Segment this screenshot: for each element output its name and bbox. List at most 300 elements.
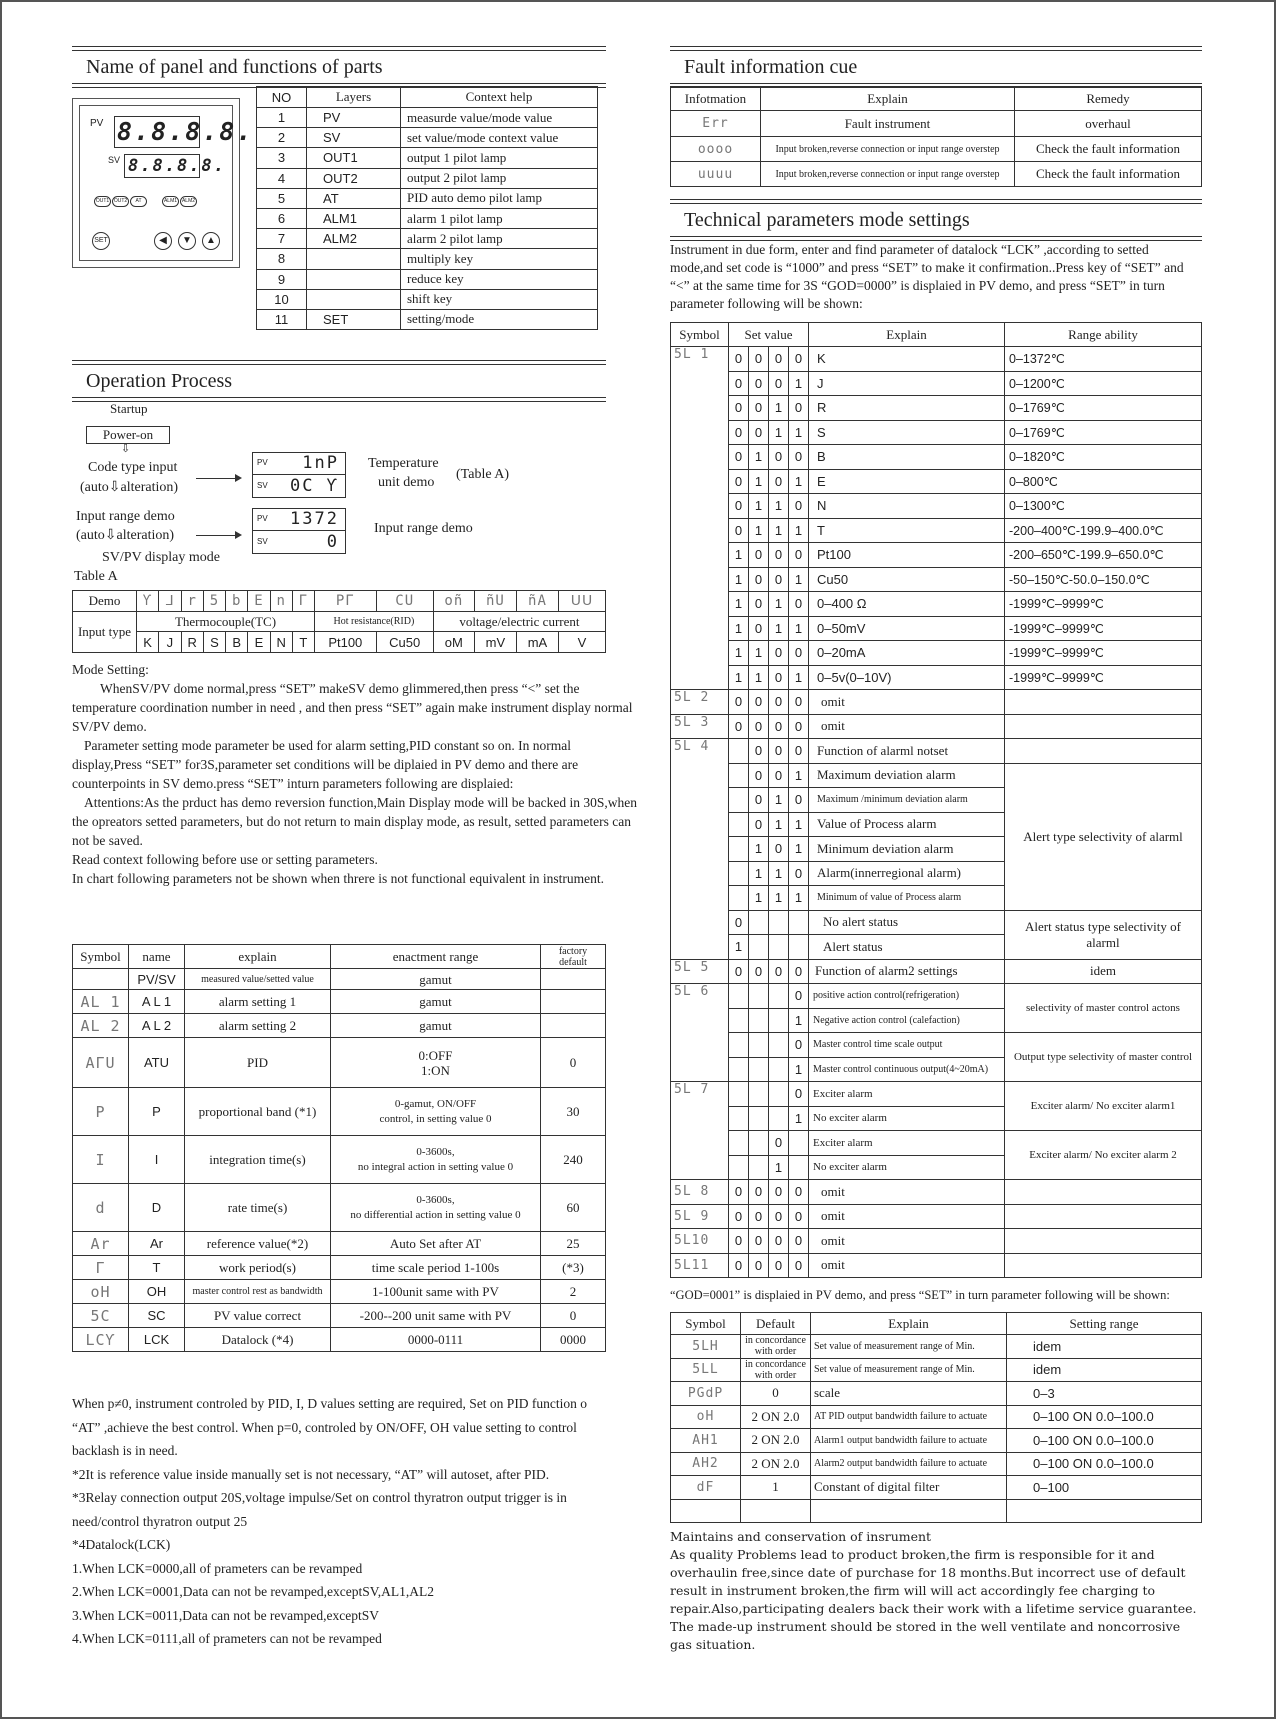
sl1-explain: N [809,494,1005,519]
set-digit: 1 [769,812,789,837]
parts-table [256,86,598,330]
fault-remedy: Check the fault information [1015,137,1202,162]
sl1-range: -50–150℃-50.0–150.0℃ [1005,567,1202,592]
sl7-explain: No exciter alarm [809,1106,1005,1131]
set-digit: 0 [769,959,789,984]
set-digit: 0 [729,1229,749,1254]
empty-cell [729,1131,749,1156]
part-layer: ALM1 [307,208,401,228]
empty-cell [769,1057,789,1082]
sl1-range: 0–1769℃ [1005,420,1202,445]
set-digit: 1 [749,469,769,494]
set-digit: 0 [749,592,769,617]
set-digit: 0 [749,763,769,788]
range-label: Input range demo [76,509,175,524]
lcd1-pv-label: PV [257,458,268,467]
set-digit: 0 [749,788,769,813]
param-row [73,1280,606,1304]
god-range: 0–100 ON 0.0–100.0 [1007,1405,1202,1429]
empty-cell [1005,1253,1202,1278]
set-digit: 1 [749,494,769,519]
tech-header-explain: Explain [809,323,1005,347]
sl6-range2: Output type selectivity of master control [1005,1033,1202,1082]
set-digit: 0 [769,1204,789,1229]
sl1-range: -1999℃–9999℃ [1005,665,1202,690]
sl7-row [671,1082,1202,1107]
god-symbol: AH2 [671,1452,741,1476]
sl4-status-range: Alert status type selectivity of alarml [1005,910,1202,959]
sl1-range: -200–650℃-199.9–650.0℃ [1005,543,1202,568]
group-voltage-current: voltage/electric current [433,612,605,632]
sl7-explain: Exciter alarm [809,1082,1005,1107]
god-header-range: Setting range [1007,1313,1202,1335]
arrow-icon [196,535,240,536]
empty-cell [749,1008,769,1033]
demo-glyph: b [226,591,248,612]
set-digit: 0 [749,1253,769,1278]
empty-cell [749,1082,769,1107]
set-digit: 1 [729,592,749,617]
set-digit: 0 [729,690,749,715]
empty-cell [729,837,749,862]
param-name: ATU [129,1038,185,1088]
mode-setting-heading: Mode Setting: [72,662,149,677]
input-type-cell: E [248,632,270,653]
sl4-explain: Maximum deviation alarm [809,763,1005,788]
part-layer [307,269,401,289]
part-layer [307,289,401,309]
set-digit: 0 [749,812,769,837]
set-digit: 0 [749,690,769,715]
omit-row [671,1180,1202,1205]
sl6-row [671,1033,1202,1058]
set-digit: 0 [749,371,769,396]
set-digit: 0 [749,959,769,984]
set-digit: 0 [789,1253,809,1278]
part-context: multiply key [401,249,598,269]
demo-glyph: PΓ [315,591,377,612]
sl1-explain: R [809,396,1005,421]
sl5-row [671,959,1202,984]
input-type-cell: R [181,632,203,653]
param-explain: PV value correct [185,1304,331,1328]
param-default [541,1014,606,1038]
sl1-row [671,494,1202,519]
set-digit: 1 [769,420,789,445]
sl-symbol: 5L 1 [671,347,729,690]
sl-symbol: 5L 9 [671,1204,729,1229]
empty-cell [729,763,749,788]
parameter-table [72,944,606,1352]
set-digit: 0 [749,616,769,641]
set-digit: 0 [769,739,789,764]
sl4-status: No alert status [809,910,1005,935]
god-intro: “GOD=0001” is displaied in PV demo, and press “SET” in turn parameter following will be shown: [670,1288,1170,1302]
set-digit: 0 [769,543,789,568]
parts-header-no: NO [257,87,307,108]
demo-glyph: r [181,591,203,612]
omit-label: omit [809,714,1005,739]
demo-glyph: ñU [474,591,516,612]
set-digit: 1 [729,543,749,568]
sl1-row [671,396,1202,421]
god-default: 1 [741,1476,811,1500]
param-explain: integration time(s) [185,1136,331,1184]
note-line: 3.When LCK=0011,Data can not be revamped,exceptSV [72,1607,380,1623]
god-default: 2 ON 2.0 [741,1452,811,1476]
set-digit: 0 [749,347,769,372]
set-digit: 0 [769,641,789,666]
param-range: time scale period 1-100s [331,1256,541,1280]
parts-row [257,289,598,309]
param-row [73,1256,606,1280]
set-digit: 0 [789,396,809,421]
empty-cell [749,1155,769,1180]
mode-setting-p5: In chart following parameters not be shown when threre is not functional equivalent in instrument. [72,871,604,886]
sl6-explain: Master control time scale output [809,1033,1005,1058]
param-header-range: enactment range [331,945,541,969]
table-a-ref: (Table A) [456,467,510,482]
empty-cell [769,1008,789,1033]
fault-code: oooo [671,137,761,162]
set-digit: 0 [789,1033,809,1058]
set-digit: 0 [769,469,789,494]
panel-section-title: Name of panel and functions of parts [72,50,606,84]
param-range: -200--200 unit same with PV [331,1304,541,1328]
set-digit: 0 [789,861,809,886]
empty-cell [769,1106,789,1131]
set-digit: 0 [789,494,809,519]
set-digit: 1 [789,518,809,543]
part-no: 5 [257,188,307,208]
set-digit: 0 [729,1253,749,1278]
operation-section-title: Operation Process [72,364,606,398]
multiply-key[interactable]: ▲ [202,232,220,250]
out1-lamp: OUT1 [94,196,111,207]
set-digit: 1 [789,469,809,494]
alm2-lamp: ALM2 [180,196,197,207]
device-panel-face [79,105,254,261]
param-explain: rate time(s) [185,1184,331,1232]
parts-row [257,269,598,289]
god-explain: Set value of measurement range of Min. [811,1358,1007,1382]
param-row [73,1136,606,1184]
god-row [671,1499,1202,1523]
set-digit: 0 [789,1082,809,1107]
sl1-explain: 0–20mA [809,641,1005,666]
startup-label: Startup [110,401,148,416]
set-digit: 0 [729,518,749,543]
set-digit: 0 [729,1180,749,1205]
omit-row [671,690,1202,715]
god-range [1007,1499,1202,1523]
tech-section-title: Technical parameters mode settings [670,203,1202,237]
fault-code: Err [671,111,761,137]
empty-cell [1005,1229,1202,1254]
param-name: LCK [129,1328,185,1352]
alm1-lamp: ALM1 [162,196,179,207]
set-digit: 1 [729,567,749,592]
sl1-row [671,347,1202,372]
fault-row [671,162,1202,187]
maintain-text [670,1528,1204,1654]
param-name: Ar [129,1232,185,1256]
input-type-cell: T [292,632,314,653]
out2-lamp: OUT2 [112,196,129,207]
param-range: 0000-0111 [331,1328,541,1352]
note-line: 1.When LCK=0000,all of prameters can be revamped [72,1560,363,1576]
mode-setting-p4: Read context following before use or setting parameters. [72,852,378,867]
set-digit: 0 [769,1253,789,1278]
sl1-range: 0–1769℃ [1005,396,1202,421]
at-lamp: AT [130,196,147,207]
parts-header-layers: Layers [307,87,401,108]
god-explain [811,1499,1007,1523]
fault-explain: Input broken,reverse connection or input range overstep [761,137,1015,162]
param-range: Auto Set after AT [331,1232,541,1256]
set-digit: 0 [749,543,769,568]
god-header-default: Default [741,1313,811,1335]
set-digit: 0 [789,1180,809,1205]
reduce-key[interactable]: ▼ [178,232,196,250]
fault-remedy: Check the fault information [1015,162,1202,187]
empty-cell [749,1106,769,1131]
sl1-explain: Pt100 [809,543,1005,568]
set-digit: 0 [729,910,749,935]
param-default [541,990,606,1014]
sl4-explain: Value of Process alarm [809,812,1005,837]
empty-cell [789,1131,809,1156]
part-layer: AT [307,188,401,208]
param-row [73,969,606,990]
set-digit: 0 [769,665,789,690]
param-name: A L 2 [129,1014,185,1038]
god-range: idem [1007,1335,1202,1359]
empty-cell [729,1155,749,1180]
sl1-range: 0–800℃ [1005,469,1202,494]
param-name: T [129,1256,185,1280]
sv-display: 8.8.8.8. [124,154,200,178]
param-name: OH [129,1280,185,1304]
input-type-label: Input type [73,612,137,653]
set-digit: 0 [769,1180,789,1205]
set-digit: 0 [789,714,809,739]
param-explain: proportional band (*1) [185,1088,331,1136]
empty-cell [749,1033,769,1058]
demo-glyph: E [248,591,270,612]
sl1-row [671,665,1202,690]
set-digit: 0 [789,1229,809,1254]
note-line: 2.When LCK=0001,Data can not be revamped,exceptSV,AL1,AL2 [72,1584,435,1599]
demo-glyph: ᒧ [159,591,181,612]
sl1-range: -200–400℃-199.9–400.0℃ [1005,518,1202,543]
set-digit: 1 [749,861,769,886]
code-type-auto: (auto⇩alteration) [80,480,179,495]
part-layer: OUT1 [307,148,401,168]
sl1-range: 0–1820℃ [1005,445,1202,470]
note-line: When p≠0, instrument controled by PID, I, D values setting are required, Set on PID function o “AT” ,achieve the best control. When p=0, controled by ON/OFF, OH value setting to control backlash is in need. [72,1396,588,1458]
part-context: shift key [401,289,598,309]
part-context: alarm 1 pilot lamp [401,208,598,228]
part-no: 4 [257,168,307,188]
mode-setting-p3: Attentions:As the prduct has demo reversion function,Main Display mode will be backed in 30S,when the opreators setted parameters, but do not return to main display mode, as result, setted parameters can not be saved. [72,795,638,848]
set-digit: 1 [769,494,789,519]
param-symbol: LCƳ [73,1328,129,1352]
sl6-range1: selectivity of master control actons [1005,984,1202,1033]
god-default: 0 [741,1382,811,1406]
parts-row [257,208,598,228]
set-digit: 1 [789,886,809,911]
lcd2-pv-label: PV [257,514,268,523]
god-default: 2 ON 2.0 [741,1405,811,1429]
parts-row [257,188,598,208]
set-digit: 0 [769,763,789,788]
set-digit: 0 [749,420,769,445]
sl5-explain: Function of alarm2 settings [809,959,1005,984]
demo-glyph: CU [376,591,433,612]
shift-key[interactable]: ◀ [154,232,172,250]
part-no: 7 [257,229,307,249]
set-digit: 1 [769,1155,789,1180]
god-row [671,1335,1202,1359]
god-range: idem [1007,1358,1202,1382]
part-no: 10 [257,289,307,309]
param-default: 0 [541,1304,606,1328]
god-symbol: 5LH [671,1335,741,1359]
input-type-cell: oM [433,632,474,653]
sl4-range: Alert type selectivity of alarml [1005,763,1202,910]
sl-symbol: 5L 4 [671,739,729,960]
set-digit: 1 [769,861,789,886]
lcd2-sv-value: 0 [326,532,339,552]
set-digit: 1 [789,1057,809,1082]
demo-glyph: n [270,591,292,612]
param-symbol: d [73,1184,129,1232]
maintain-p2: The made-up instrument should be stored in the well ventilate and noncorrosive gas situation. [670,1619,1181,1652]
set-key[interactable]: SET [92,232,110,250]
empty-cell [769,1082,789,1107]
empty-cell [749,910,769,935]
param-row [73,1038,606,1088]
empty-cell [729,739,749,764]
set-digit: 1 [749,445,769,470]
tech-table [670,322,1202,1278]
input-type-cell: J [159,632,181,653]
sl1-range: -1999℃–9999℃ [1005,641,1202,666]
sl4-explain: Minimum of value of Process alarm [809,886,1005,911]
parts-row [257,168,598,188]
param-range: 0-3600s, no differential action in setting value 0 [331,1184,541,1232]
set-digit: 0 [789,984,809,1009]
god-table [670,1312,1202,1523]
part-layer: SV [307,128,401,148]
omit-label: omit [809,1253,1005,1278]
set-digit: 1 [769,396,789,421]
param-range: gamut [331,990,541,1014]
part-layer: SET [307,309,401,329]
parts-row [257,249,598,269]
device-panel [72,98,254,268]
sl1-explain: S [809,420,1005,445]
set-digit: 1 [729,935,749,960]
maintain-p1: As quality Problems lead to product broken,the firm is responsible for it and overhaulin free,since date of purchase for 18 months.But incorrect use of default result in instrument broken,the firm will will act accordingly fee charging to repair.Also,participating dealers back their work with a lifetime service guarantee. [670,1547,1197,1616]
part-no: 1 [257,108,307,128]
set-digit: 0 [729,445,749,470]
sl1-row [671,420,1202,445]
god-row [671,1476,1202,1500]
set-digit: 0 [749,1229,769,1254]
sl5-range: idem [1005,959,1202,984]
note-line: *4Datalock(LCK) [72,1537,171,1552]
set-digit: 0 [729,420,749,445]
god-symbol: 5LL [671,1358,741,1382]
tech-header-symbol: Symbol [671,323,729,347]
empty-cell [1005,1180,1202,1205]
set-digit: 0 [789,739,809,764]
sl-symbol: 5L11 [671,1253,729,1278]
set-digit: 1 [789,812,809,837]
god-explain: AT PID output bandwidth failure to actuate [811,1405,1007,1429]
temp-demo-label: Temperature [368,456,439,471]
sl6-explain: Master control continuous output(4~20mA) [809,1057,1005,1082]
parts-row [257,148,598,168]
set-digit: 0 [769,837,789,862]
param-name: PV/SV [129,969,185,990]
god-explain: scale [811,1382,1007,1406]
set-digit: 1 [749,837,769,862]
param-symbol [73,969,129,990]
param-range: 0-gamut, ON/OFF control, in setting value 0 [331,1088,541,1136]
fault-explain: Input broken,reverse connection or input range overstep [761,162,1015,187]
param-range: 0-3600s, no integral action in setting value 0 [331,1136,541,1184]
sl1-range: 0–1200℃ [1005,371,1202,396]
empty-cell [729,861,749,886]
empty-cell [789,1155,809,1180]
param-default [541,969,606,990]
empty-cell [729,886,749,911]
fault-explain: Fault instrument [761,111,1015,137]
part-context: reduce key [401,269,598,289]
param-default: 60 [541,1184,606,1232]
input-type-cell: S [203,632,225,653]
set-digit: 0 [769,371,789,396]
sl1-row [671,469,1202,494]
empty-cell [789,935,809,960]
part-layer: OUT2 [307,168,401,188]
god-header-explain: Explain [811,1313,1007,1335]
param-default: 2 [541,1280,606,1304]
param-name: I [129,1136,185,1184]
fault-header-explain: Explain [761,87,1015,111]
set-digit: 1 [789,616,809,641]
parts-row [257,309,598,329]
param-default: 30 [541,1088,606,1136]
set-digit: 1 [749,665,769,690]
set-digit: 1 [789,763,809,788]
part-context: output 1 pilot lamp [401,148,598,168]
empty-cell [729,1106,749,1131]
sl1-explain: E [809,469,1005,494]
set-digit: 0 [789,641,809,666]
set-digit: 0 [769,1131,789,1156]
omit-row [671,714,1202,739]
param-symbol: AL 1 [73,990,129,1014]
param-range: gamut [331,1014,541,1038]
omit-label: omit [809,1180,1005,1205]
range-demo-label: Input range demo [374,521,473,536]
empty-cell [769,984,789,1009]
param-range: gamut [331,969,541,990]
